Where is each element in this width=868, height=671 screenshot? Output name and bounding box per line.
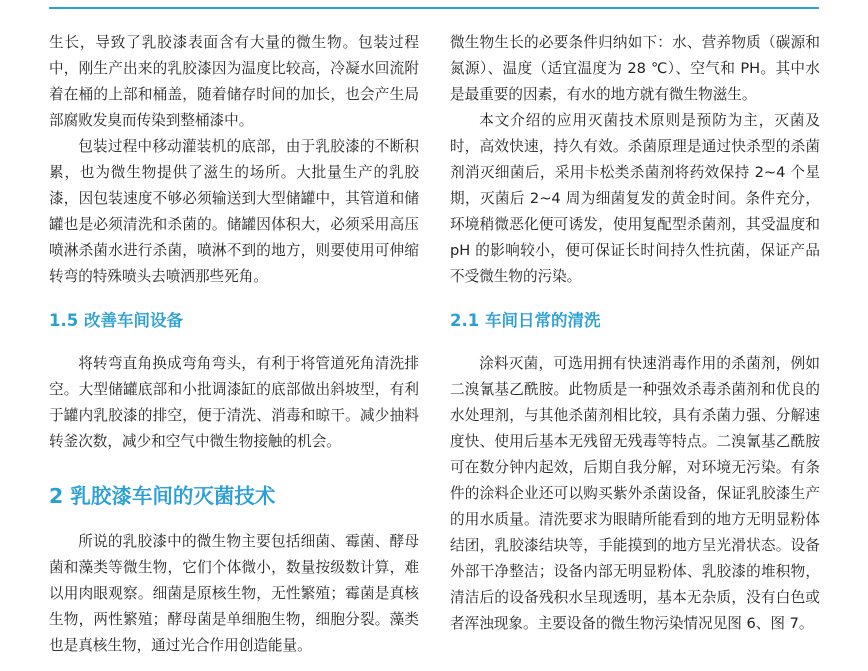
paragraph: 本文介绍的应用灭菌技术原则是预防为主，灭菌及时，高效快速，持久有效。杀菌原理是通过快杀型的杀菌剂消灭细菌后，采用卡松类杀菌剂将药效保持 2~4 个星期，灭菌后 2~4 周为细菌复发的黄金时间。条件充分，环境稍微恶化便可诱发，使用复配型杀菌剂，其受温度和 pH 的影响较小，便可保证长时间持久性抗菌，保证产品不受微生物的污染。 [450, 112, 820, 285]
right-column [450, 30, 820, 637]
top-rule [49, 7, 819, 9]
paragraph: 生长，导致了乳胶漆表面含有大量的微生物。包装过程中，刚生产出来的乳胶漆因为温度比较高，冷凝水回流附着在桶的上部和桶盖，随着储存时间的加长，也会产生局部腐败发臭而传染到整桶漆中。 [49, 34, 419, 129]
paragraph: 将转弯直角换成弯角弯头，有利于将管道死角清洗排空。大型储罐底部和小批调漆缸的底部做出斜坡型，有利于罐内乳胶漆的排空，便于清洗、消毒和晾干。减少抽料转釜次数，减少和空气中微生物接触的机会。 [49, 355, 419, 450]
section-heading-2-1: 2.1 车间日常的清洗 [450, 311, 601, 330]
paragraph: 所说的乳胶漆中的微生物主要包括细菌、霉菌、酵母菌和藻类等微生物，它们个体微小，数量按级数计算，难以用肉眼观察。细菌是原核生物，无性繁殖；霉菌是真核生物，两性繁殖；酵母菌是单细胞生物，细胞分裂。藻类也是真核生物，通过光合作用创造能量。 [49, 533, 419, 654]
left-column [49, 30, 419, 659]
section-heading-1-5: 1.5 改善车间设备 [49, 311, 183, 330]
section-heading-2: 2 乳胶漆车间的灭菌技术 [49, 484, 276, 508]
paragraph: 微生物生长的必要条件归纳如下：水、营养物质（碳源和氮源）、温度（适宜温度为 28 ℃）、空气和 PH。其中水是最重要的因素，有水的地方就有微生物滋生。 [450, 34, 820, 103]
paragraph: 涂料灭菌，可选用拥有快速消毒作用的杀菌剂，例如二溴氰基乙酰胺。此物质是一种强效杀毒杀菌剂和优良的水处理剂，与其他杀菌剂相比较，具有杀菌力强、分解速度快、使用后基本无残留无残毒等特点。二溴氰基乙酰胺可在数分钟内起效，后期自我分解，对环境无污染。有条件的涂料企业还可以购买紫外杀菌设备，保证乳胶漆生产的用水质量。清洗要求为眼睛所能看到的地方无明显粉体结团，乳胶漆结块等，手能摸到的地方呈光滑状态。设备外部干净整洁；设备内部无明显粉体、乳胶漆的堆积物，清洁后的设备残积水呈现透明，基本无杂质，没有白色或者浑浊现象。主要设备的微生物污染情况见图 6、图 7。 [450, 355, 820, 632]
paragraph: 包装过程中移动灌装机的底部，由于乳胶漆的不断积累，也为微生物提供了滋生的场所。大批量生产的乳胶漆，因包装速度不够必须输送到大型储罐中，其管道和储罐也是必须清洗和杀菌的。储罐因体积大，必须采用高压喷淋杀菌水进行杀菌，喷淋不到的地方，则要使用可伸缩转弯的特殊喷头去喷洒那些死角。 [49, 138, 419, 285]
